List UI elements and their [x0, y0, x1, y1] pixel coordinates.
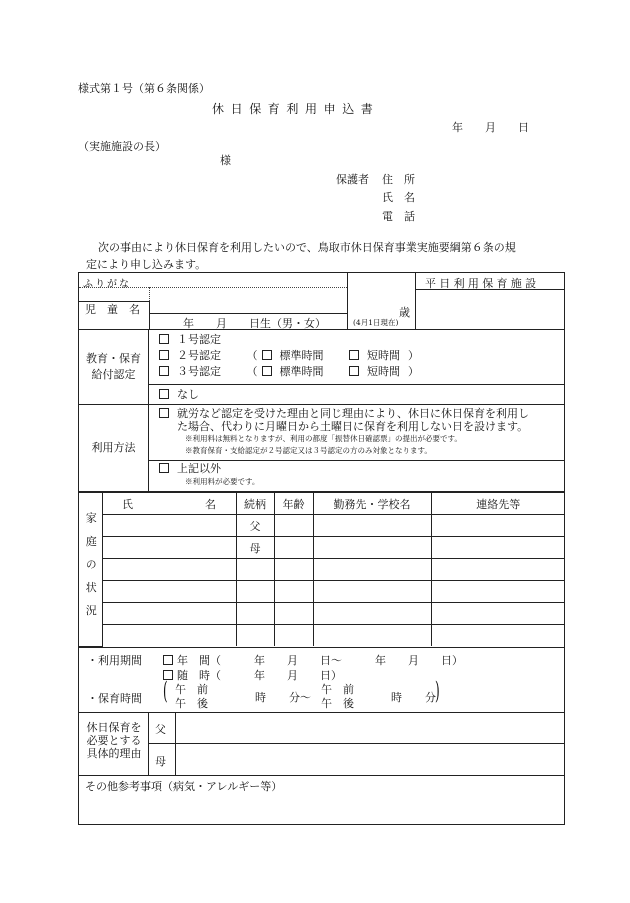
- checkbox-icon[interactable]: [159, 408, 169, 418]
- relation-mother: 母: [236, 537, 274, 559]
- cert-opt3[interactable]: ３号認定 （ 標準時間 短時間 ）: [149, 364, 564, 380]
- family-section: [79, 492, 565, 648]
- application-date[interactable]: 年 月 日: [452, 121, 529, 134]
- guardian-address-label: 住 所: [382, 173, 415, 186]
- form-title: 休日保育利用申込書: [212, 102, 380, 116]
- checkbox-icon[interactable]: [159, 389, 169, 399]
- checkbox-icon[interactable]: [159, 334, 169, 344]
- right-brace-icon: ): [435, 676, 440, 705]
- checkbox-icon[interactable]: [349, 350, 359, 360]
- relation-father: 父: [236, 515, 274, 537]
- family-row: [79, 581, 565, 603]
- reason-body: [149, 712, 565, 775]
- checkbox-icon[interactable]: [159, 366, 169, 376]
- notes-label: その他参考事項（病気・アレルギー等）: [85, 779, 283, 793]
- usage-note1: ※利用料は無料となりますが、利用の都度「振替休日確認票」の提出が必要です。: [185, 434, 462, 443]
- furigana-label: ふりがな: [83, 279, 131, 290]
- start-hour[interactable]: 時: [255, 690, 266, 704]
- family-row: [79, 625, 565, 647]
- family-row: [79, 559, 565, 581]
- guardian-phone-label: 電 話: [382, 210, 415, 223]
- reason-mother-input[interactable]: [177, 745, 563, 773]
- family-table: [79, 492, 565, 647]
- child-age-note: (4月1日現在): [353, 318, 399, 327]
- family-header-work: 勤務先・学校名: [313, 493, 431, 515]
- family-header-relation: 続柄: [236, 493, 274, 515]
- usage-label: 利用方法: [79, 405, 149, 492]
- start-min-to[interactable]: 分〜: [289, 690, 311, 704]
- cert-label: 教育・保育 給付認定: [79, 330, 149, 405]
- family-row: [79, 537, 565, 559]
- period-section: [79, 647, 565, 712]
- sama-label: 様: [220, 154, 231, 167]
- end-min[interactable]: 分: [425, 690, 436, 704]
- family-header-name: 氏 名: [102, 493, 236, 515]
- reason-father-label: 父: [155, 722, 166, 736]
- usage-opt1[interactable]: 就労など認定を受けた理由と同じ理由により、休日に休日保育を利用し: [149, 405, 564, 420]
- checkbox-icon[interactable]: [159, 463, 169, 473]
- start-pm: 午 後: [175, 696, 208, 710]
- family-side-label: 家庭の状況: [79, 493, 102, 647]
- care-time-label: ・保育時間: [87, 691, 142, 705]
- form-number: 様式第１号（第６条関係）: [78, 82, 210, 95]
- guardian-name-label: 氏 名: [382, 191, 415, 204]
- application-form-table: [78, 272, 565, 825]
- usage-note3: ※利用料が必要です。: [185, 477, 260, 486]
- recipient-label: （実施施設の長）: [78, 140, 166, 153]
- usage-opt2[interactable]: 上記以外: [149, 461, 564, 476]
- guardian-label: 保護者: [336, 173, 369, 186]
- notes-section[interactable]: [79, 775, 565, 824]
- period-annual[interactable]: 年 間（ 年 月 日〜 年 月 日）: [163, 652, 463, 668]
- period-label: ・利用期間: [87, 653, 142, 667]
- child-birthdate[interactable]: 年 月 日生（男・女）: [183, 317, 326, 330]
- checkbox-icon[interactable]: [262, 350, 272, 360]
- family-row: [79, 603, 565, 625]
- body-text-line1: 次の事由により休日保育を利用したいので、鳥取市休日保育事業実施要綱第６条の規: [98, 241, 516, 254]
- child-info-section: [79, 273, 565, 330]
- reason-mother-label: 母: [155, 754, 166, 768]
- cert-opt1[interactable]: １号認定: [149, 330, 564, 348]
- period-anytime[interactable]: 随 時（ 年 月 日）: [163, 667, 342, 683]
- usage-opt1-line2: た場合、代わりに月曜日から土曜日に保育を利用しない日を設けます。: [177, 420, 529, 433]
- cert-opt2[interactable]: ２号認定 （ 標準時間 短時間 ）: [149, 348, 564, 364]
- cert-options: [149, 330, 565, 405]
- child-name-label: 児 童 名: [85, 303, 140, 316]
- start-am: 午 前: [175, 682, 208, 696]
- cert-none[interactable]: なし: [149, 385, 564, 403]
- end-hour[interactable]: 時: [391, 690, 402, 704]
- checkbox-icon[interactable]: [349, 366, 359, 376]
- end-am: 午 前: [321, 682, 354, 696]
- end-pm: 午 後: [321, 696, 354, 710]
- family-row: [79, 515, 565, 537]
- usage-note2: ※教育保育・支給認定が２号認定又は３号認定の方のみ対象となります。: [185, 446, 432, 455]
- checkbox-icon[interactable]: [262, 366, 272, 376]
- left-brace-icon: (: [163, 676, 168, 705]
- reason-father-input[interactable]: [177, 714, 563, 742]
- checkbox-icon[interactable]: [163, 655, 173, 665]
- usage-options: [149, 405, 565, 492]
- body-text-line2: 定により申し込みます。: [86, 258, 207, 271]
- weekday-facility-label: 平日利用保育施設: [425, 277, 540, 290]
- family-header-contact: 連絡先等: [431, 493, 565, 515]
- family-header-age: 年齢: [274, 493, 313, 515]
- child-age-unit: 歳: [399, 306, 410, 319]
- reason-label: 休日保育を 必要とする 具体的理由: [79, 712, 149, 775]
- checkbox-icon[interactable]: [159, 350, 169, 360]
